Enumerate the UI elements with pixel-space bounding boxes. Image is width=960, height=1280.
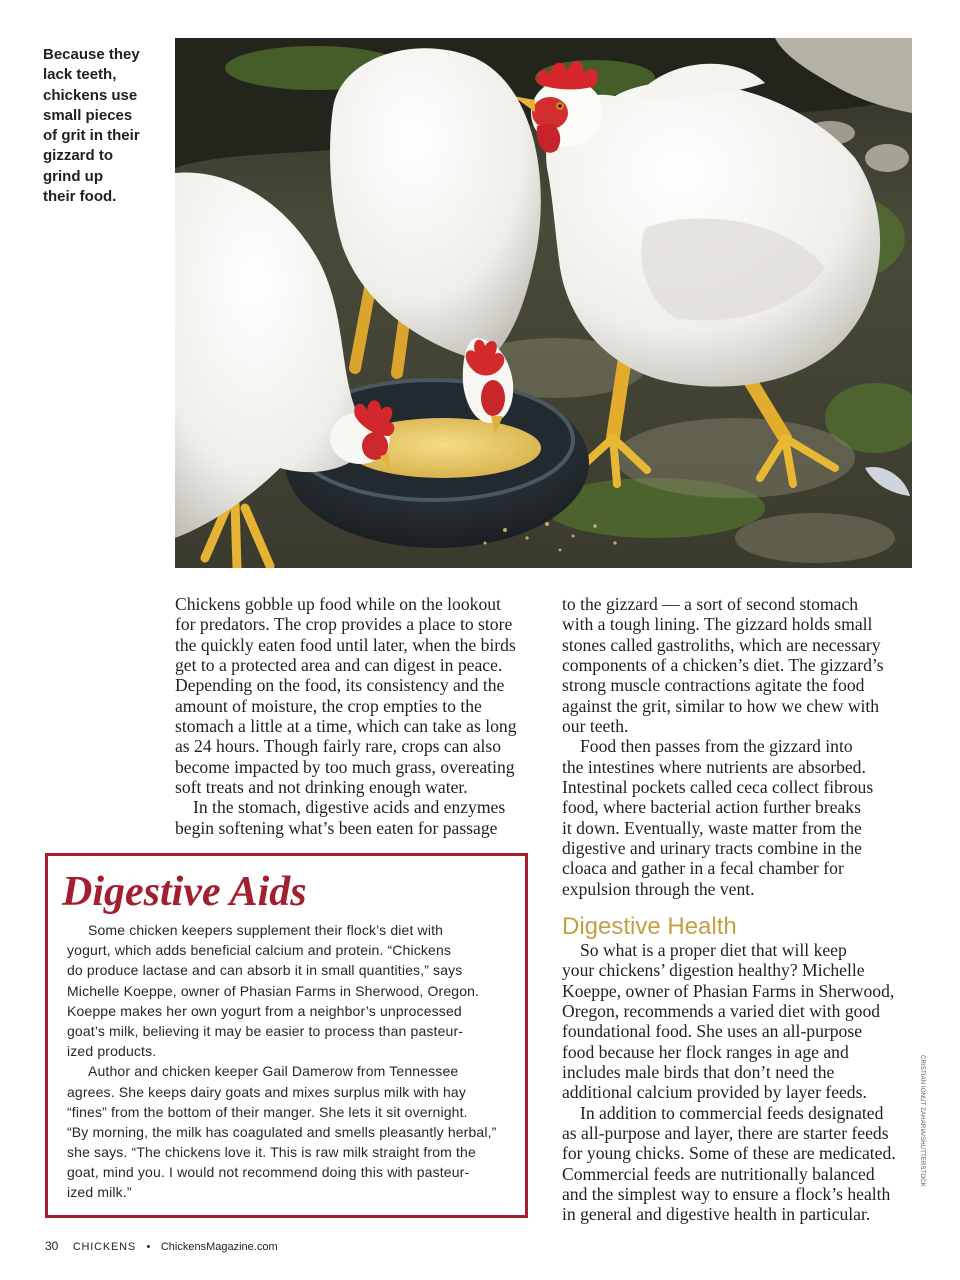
text-line: includes male birds that don’t need the	[562, 1062, 835, 1083]
section-heading-digestive-health: Digestive Health	[562, 913, 737, 940]
text-line: expulsion through the vent.	[562, 878, 755, 899]
photo-caption	[43, 45, 168, 207]
photo-illustration	[175, 38, 912, 568]
text-line: Some chicken keepers supplement their flock’s diet with	[88, 922, 444, 938]
text-line: Author and chicken keeper Gail Damerow from Tennessee	[88, 1063, 459, 1080]
text-line: with a tough lining. The gizzard holds small	[562, 614, 873, 635]
text-line: Koeppe makes her own yogurt from a neighbor’s unprocessed	[67, 1002, 462, 1019]
text-line: ized products.	[67, 1043, 157, 1060]
text-line: become impacted by too much grass, overeating	[175, 756, 515, 777]
text-line: chickens use	[43, 86, 138, 104]
text-line: grind up	[43, 167, 103, 185]
text-line: soft treats and not drinking enough water.	[175, 777, 468, 798]
text-line: begin softening what’s been eaten for passage	[175, 817, 498, 838]
text-line: Intestinal pockets called ceca collect fibrous	[562, 777, 874, 798]
text-line: the quickly eaten food until later, when the birds	[175, 634, 516, 655]
text-line: Michelle Koeppe, owner of Phasian Farms in Sherwood, Oregon.	[67, 982, 480, 999]
article-column-1	[175, 594, 530, 838]
page-footer	[45, 1238, 278, 1254]
text-line: components of a chicken’s diet. The gizzard’s	[562, 655, 884, 676]
sidebar-title: Digestive Aids	[62, 869, 307, 915]
sidebar-body	[67, 920, 519, 1203]
photo-chickens-eating	[175, 38, 912, 568]
hen-middle-body	[330, 48, 541, 373]
text-line: In the stomach, digestive acids and enzymes	[193, 797, 506, 818]
text-line: small pieces	[43, 106, 133, 124]
article-paragraph	[562, 1103, 917, 1225]
photo-credit: CRISTIAN IONUT ZAHARIA/SHUTTERSTOCK	[919, 1055, 926, 1187]
text-line: ized milk.”	[67, 1184, 132, 1201]
text-line: amount of moisture, the crop empties to the	[175, 695, 482, 716]
text-line: lack teeth,	[43, 66, 117, 84]
magazine-name: CHICKENS	[72, 1241, 137, 1253]
text-line: Because they	[43, 46, 140, 63]
text-line: food because her flock ranges in age and	[562, 1041, 849, 1062]
text-line: strong muscle contractions agitate the food	[562, 675, 865, 696]
page-number: 30	[45, 1239, 59, 1253]
text-line: your chickens’ digestion healthy? Michelle	[562, 960, 865, 981]
text-line: “By morning, the milk has coagulated and smells pleasantly herbal,”	[67, 1123, 497, 1140]
text-line: stomach a little at a time, which can take as long	[175, 716, 517, 737]
article-paragraph	[175, 594, 530, 797]
text-line: do produce lactase and can absorb it in small quantities,” says	[67, 962, 463, 979]
sidebar-digestive-aids	[45, 853, 528, 1218]
article-column-2-top	[562, 594, 917, 899]
text-line: and the simplest way to ensure a flock’s health	[562, 1184, 891, 1205]
text-line: it down. Eventually, waste matter from the	[562, 817, 862, 838]
text-line: goat, mind you. I would not recommend doing this with pasteur-	[67, 1164, 470, 1181]
bullet-separator: •	[146, 1241, 151, 1253]
text-line: Commercial feeds are nutritionally balanced	[562, 1163, 875, 1184]
text-line: In addition to commercial feeds designated	[580, 1102, 884, 1123]
text-line: yogurt, which adds beneficial calcium and protein. “Chickens	[67, 942, 452, 959]
website-url: ChickensMagazine.com	[160, 1241, 278, 1253]
text-line: get to a protected area and can digest in peace.	[175, 655, 503, 676]
text-line: Depending on the food, its consistency and the	[175, 675, 505, 696]
sidebar-paragraph	[67, 920, 519, 1061]
text-line: foundational food. She uses an all-purpose	[562, 1021, 863, 1042]
text-line: goat’s milk, believing it may be easier to process than pasteur-	[67, 1022, 464, 1039]
text-line: for young chicks. Some of these are medicated.	[562, 1143, 896, 1164]
text-line: to the gizzard — a sort of second stomach	[562, 594, 859, 614]
article-paragraph	[562, 940, 917, 1103]
text-line: So what is a proper diet that will keep	[580, 940, 847, 960]
text-line: Chickens gobble up food while on the lookout	[175, 594, 501, 614]
text-line: our teeth.	[562, 716, 629, 737]
text-line: food, where bacterial action further breaks	[562, 797, 861, 818]
text-line: stones called gastroliths, which are necessary	[562, 634, 881, 655]
sidebar-paragraph	[67, 1061, 519, 1202]
text-line: additional calcium provided by layer feeds.	[562, 1082, 867, 1103]
text-line: gizzard to	[43, 147, 113, 165]
caption-text	[43, 45, 168, 207]
text-line: cloaca and gather in a fecal chamber for	[562, 858, 844, 879]
text-line: against the grit, similar to how we chew with	[562, 695, 880, 716]
text-line: Koeppe, owner of Phasian Farms in Sherwood,	[562, 980, 895, 1001]
text-line: the intestines where nutrients are absorbed.	[562, 756, 866, 777]
text-line: for predators. The crop provides a place to store	[175, 614, 513, 635]
article-paragraph	[562, 594, 917, 736]
text-line: Oregon, recommends a varied diet with good	[562, 1001, 881, 1022]
text-line: as 24 hours. Though fairly rare, crops can also	[175, 736, 502, 757]
text-line: agrees. She keeps dairy goats and mixes surplus milk with hay	[67, 1083, 467, 1100]
text-line: in general and digestive health in particular.	[562, 1204, 871, 1225]
text-line: “fines” from the bottom of their manger. She lets it sit overnight.	[67, 1103, 468, 1120]
article-paragraph	[562, 736, 917, 899]
text-line: as all-purpose and layer, there are starter feeds	[562, 1123, 889, 1144]
text-line: digestive and urinary tracts combine in the	[562, 838, 862, 859]
text-line: their food.	[43, 188, 117, 206]
article-column-2-bottom	[562, 940, 917, 1225]
article-paragraph	[175, 797, 530, 838]
text-line: of grit in their	[43, 127, 140, 145]
text-line: Food then passes from the gizzard into	[580, 736, 853, 757]
text-line: she says. “The chickens love it. This is raw milk straight from the	[67, 1144, 476, 1161]
